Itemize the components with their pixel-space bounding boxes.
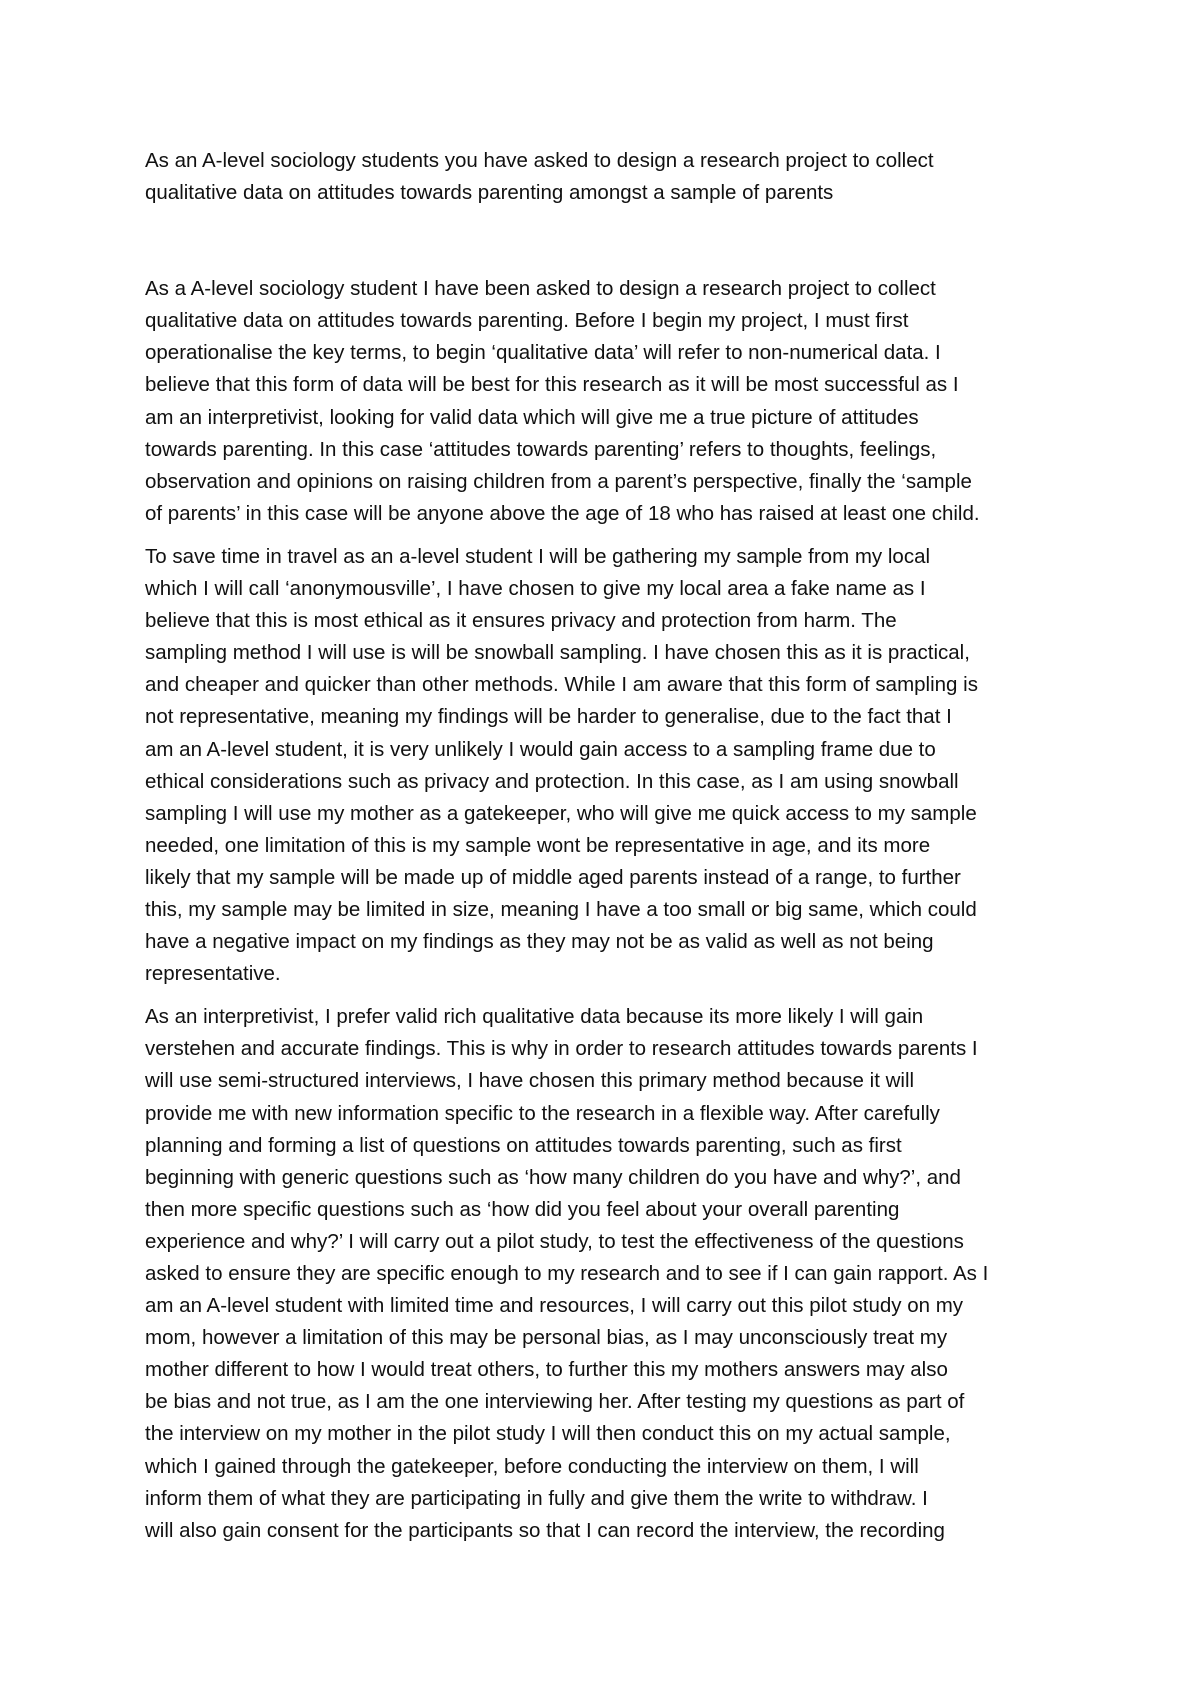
paragraph-line: sampling I will use my mother as a gatekeeper, who will give me quick access to my sample — [145, 801, 977, 825]
paragraph-line: As an interpretivist, I prefer valid rich qualitative data because its more likely I will gain — [145, 1005, 924, 1029]
paragraph-line: sampling method I will use is will be snowball sampling. I have chosen this as it is practical, — [145, 641, 970, 665]
paragraph-method — [145, 1001, 1065, 1547]
paragraph-line: likely that my sample will be made up of middle aged parents instead of a range, to further — [145, 865, 961, 889]
paragraph-line: qualitative data on attitudes towards parenting. Before I begin my project, I must first — [145, 309, 909, 333]
paragraph-line: inform them of what they are participating in fully and give them the write to withdraw. I — [145, 1486, 928, 1510]
paragraph-line: this, my sample may be limited in size, meaning I have a too small or big same, which could — [145, 897, 977, 921]
paragraph-line: not representative, meaning my findings will be harder to generalise, due to the fact that I — [145, 705, 952, 729]
paragraph-line: am an A-level student, it is very unlikely I would gain access to a sampling frame due to — [145, 737, 936, 761]
paragraph-line: will use semi-structured interviews, I have chosen this primary method because it will — [145, 1069, 915, 1093]
paragraph-line: planning and forming a list of questions on attitudes towards parenting, such as first — [145, 1133, 902, 1157]
paragraph-line: believe that this is most ethical as it ensures privacy and protection from harm. The — [145, 609, 897, 633]
paragraph-line: operationalise the key terms, to begin ‘qualitative data’ will refer to non-numerical data. I — [145, 341, 941, 365]
paragraph-line: asked to ensure they are specific enough to my research and to see if I can gain rapport. As I — [145, 1262, 989, 1285]
paragraph-line: believe that this form of data will be best for this research as it will be most successful as I — [145, 373, 959, 397]
paragraph-line: towards parenting. In this case ‘attitudes towards parenting’ refers to thoughts, feelings, — [145, 437, 937, 461]
paragraph-line: observation and opinions on raising children from a parent’s perspective, finally the ‘sample — [145, 469, 972, 493]
paragraph-line: experience and why?’ I will carry out a pilot study, to test the effectiveness of the questions — [145, 1229, 964, 1253]
paragraph-line: needed, one limitation of this is my sample wont be representative in age, and its more — [145, 833, 931, 857]
question-line: As an A-level sociology students you have asked to design a research project to collect — [145, 149, 934, 172]
paragraph-line: provide me with new information specific to the research in a flexible way. After carefully — [145, 1101, 940, 1125]
paragraph-line: am an interpretivist, looking for valid data which will give me a true picture of attitudes — [145, 405, 919, 429]
question-line: qualitative data on attitudes towards parenting amongst a sample of parents — [145, 181, 834, 205]
paragraph-line: To save time in travel as an a-level student I will be gathering my sample from my local — [145, 544, 931, 568]
paragraph-line: mom, however a limitation of this may be personal bias, as I may unconsciously treat my — [145, 1326, 948, 1350]
paragraph-introduction — [145, 273, 1065, 530]
paragraph-line: will also gain consent for the participants so that I can record the interview, the recording — [145, 1518, 945, 1542]
paragraph-line: representative. — [145, 962, 281, 986]
paragraph-line: beginning with generic questions such as ‘how many children do you have and why?’, and — [145, 1165, 961, 1189]
paragraph-line: the interview on my mother in the pilot study I will then conduct this on my actual sample, — [145, 1422, 951, 1446]
paragraph-line: am an A-level student with limited time and resources, I will carry out this pilot study on my — [145, 1294, 964, 1318]
paragraph-line: which I will call ‘anonymousville’, I have chosen to give my local area a fake name as I — [145, 577, 926, 601]
paragraph-line: be bias and not true, as I am the one interviewing her. After testing my questions as part of — [145, 1390, 965, 1414]
paragraph-line: then more specific questions such as ‘how did you feel about your overall parenting — [145, 1197, 900, 1221]
paragraph-line: ethical considerations such as privacy and protection. In this case, as I am using snowball — [145, 769, 959, 793]
document-body — [145, 145, 1065, 1558]
paragraph-sampling — [145, 541, 1065, 990]
paragraph-line: have a negative impact on my findings as they may not be as valid as well as not being — [145, 930, 934, 954]
essay-question — [145, 145, 1065, 209]
paragraph-line: mother different to how I would treat others, to further this my mothers answers may also — [145, 1358, 948, 1382]
paragraph-line: verstehen and accurate findings. This is why in order to research attitudes towards parents I — [145, 1037, 978, 1061]
paragraph-line: and cheaper and quicker than other methods. While I am aware that this form of sampling is — [145, 673, 978, 697]
paragraph-line: As a A-level sociology student I have been asked to design a research project to collect — [145, 277, 936, 301]
paragraph-line: which I gained through the gatekeeper, before conducting the interview on them, I will — [145, 1454, 919, 1478]
paragraph-line: of parents’ in this case will be anyone above the age of 18 who has raised at least one child. — [145, 501, 980, 525]
